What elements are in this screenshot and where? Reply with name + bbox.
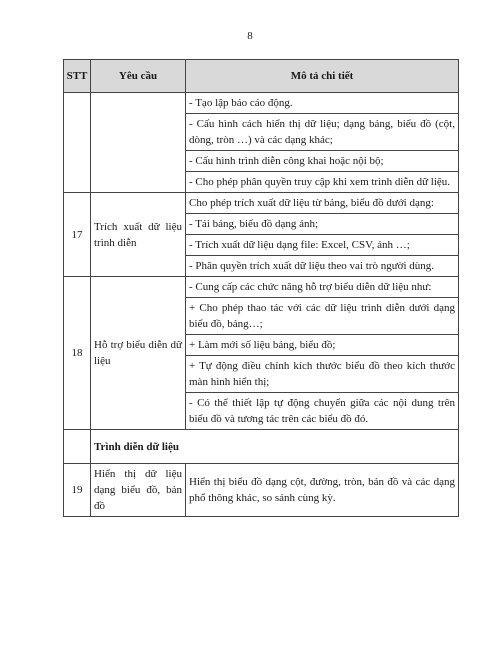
row-requirement: Hỗ trợ biểu diễn dữ liệu <box>91 277 186 430</box>
description-line: - Tải bảng, biểu đồ dạng ảnh; <box>186 213 458 234</box>
table-row <box>64 193 459 277</box>
header-description: Mô tả chi tiết <box>186 60 459 93</box>
description-line: - Cung cấp các chức năng hỗ trợ biểu diễn dữ liệu như: <box>189 281 432 293</box>
requirements-table <box>63 59 459 517</box>
row-requirement: Hiển thị dữ liệu dạng biểu đồ, bản đồ <box>91 464 186 517</box>
row-requirement: Trích xuất dữ liệu trình diễn <box>91 193 186 277</box>
table-header-row <box>64 60 459 93</box>
row-requirement <box>91 93 186 193</box>
row-stt: 18 <box>64 277 91 430</box>
description-line: - Cấu hình trình diễn công khai hoặc nội bộ; <box>186 150 458 171</box>
row-description: Hiển thị biểu đồ dạng cột, đường, tròn, bản đồ và các dạng phổ thông khác, so sánh cùng kỳ. <box>186 464 459 517</box>
table-row <box>64 277 459 430</box>
row-description <box>186 277 459 430</box>
section-row <box>64 430 459 464</box>
description-line: - Có thể thiết lập tự động chuyển giữa các nội dung trên biểu đồ và tương tác trên các biểu đồ đó. <box>186 392 458 429</box>
table-row <box>64 93 459 193</box>
description-line: + Tự động điều chỉnh kích thước biểu đồ theo kích thước màn hình hiển thị; <box>186 355 458 392</box>
row-stt <box>64 93 91 193</box>
row-stt: 19 <box>64 464 91 517</box>
description-line: - Trích xuất dữ liệu dạng file: Excel, CSV, ảnh …; <box>186 234 458 255</box>
description-line: - Tạo lập báo cáo động. <box>189 97 293 109</box>
page-number: 8 <box>247 30 253 42</box>
header-requirement: Yêu cầu <box>91 60 186 93</box>
row-description <box>186 193 459 277</box>
description-line: + Làm mới số liệu bảng, biểu đồ; <box>186 334 458 355</box>
description-line: - Phân quyền trích xuất dữ liệu theo vai trò người dùng. <box>186 255 458 276</box>
row-description <box>186 93 459 193</box>
description-line: + Cho phép thao tác với các dữ liệu trình diễn dưới dạng biểu đồ, bảng…; <box>186 297 458 334</box>
section-stt <box>64 430 91 464</box>
description-line: - Cho phép phân quyền truy cập khi xem trình diễn dữ liệu. <box>186 171 458 192</box>
table-row <box>64 464 459 517</box>
row-stt: 17 <box>64 193 91 277</box>
section-title: Trình diễn dữ liệu <box>91 430 459 464</box>
header-stt: STT <box>64 60 91 93</box>
description-line: Cho phép trích xuất dữ liệu từ bảng, biểu đồ dưới dạng: <box>189 197 434 209</box>
description-line: - Cấu hình cách hiển thị dữ liệu; dạng bảng, biểu đồ (cột, dòng, tròn …) và các dạng khác; <box>186 113 458 150</box>
